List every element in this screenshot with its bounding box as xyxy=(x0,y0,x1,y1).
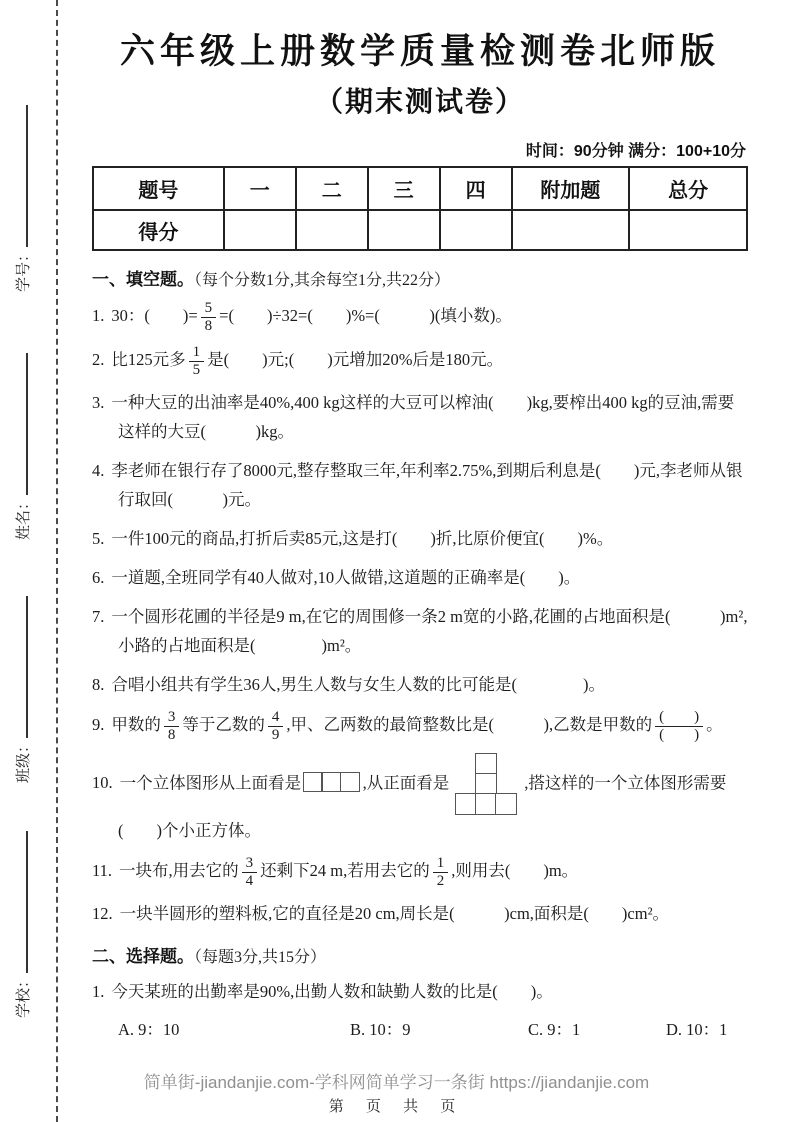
section-label: 一、填空题。 xyxy=(92,270,194,289)
shape-cell xyxy=(455,793,477,815)
fraction-numerator: ( ) xyxy=(659,709,700,725)
exam-info: 时间：90分钟 满分：100+10分 xyxy=(525,143,746,160)
question-text: 30：( )= xyxy=(111,305,198,325)
score-table-body xyxy=(93,167,747,250)
student-number-label: 学号： xyxy=(16,246,32,292)
question-text: ,搭这样的一个立体图形需要 xyxy=(524,773,727,793)
question-number: 9. xyxy=(92,714,105,734)
score-table-cell xyxy=(629,210,747,250)
question-text: 一道题,全班同学有40人做对,10人做错,这道题的正确率是( )。 xyxy=(111,568,581,587)
fraction xyxy=(201,300,217,334)
fraction xyxy=(164,709,180,743)
score-table-header-cell: 三 xyxy=(368,167,440,210)
student-number-blank-line xyxy=(12,105,28,247)
question-text: 今天某班的出勤率是90%,出勤人数和缺勤人数的比是( )。 xyxy=(111,982,553,1001)
fraction xyxy=(242,855,258,889)
question xyxy=(92,563,748,592)
question-number: 12. xyxy=(92,904,113,923)
score-table-header-cell: 题号 xyxy=(93,167,224,210)
fraction xyxy=(433,855,449,889)
question-text: 一块半圆形的塑料板,它的直径是20 cm,周长是( )cm,面积是( )cm²。 xyxy=(119,904,670,923)
fraction xyxy=(268,709,284,743)
section-header xyxy=(92,942,748,967)
question-text: 甲数的 xyxy=(111,714,161,734)
score-table-cell xyxy=(368,210,440,250)
question xyxy=(92,524,748,553)
question-text: 比125元多 xyxy=(111,349,186,369)
fraction-denominator: 4 xyxy=(242,872,258,890)
name-blank-line xyxy=(12,353,28,495)
score-table-header-row xyxy=(93,167,747,210)
score-table-header-cell: 附加题 xyxy=(512,167,630,210)
question xyxy=(92,344,748,378)
question xyxy=(92,709,748,743)
cut-line-dashed xyxy=(56,0,58,1122)
score-table-score-row xyxy=(93,210,747,250)
question xyxy=(92,753,748,845)
question-number: 1. xyxy=(92,982,105,1001)
questions-area xyxy=(92,265,748,1040)
score-table-cell xyxy=(512,210,630,250)
question xyxy=(92,602,748,660)
page-subtitle: （期末测试卷） xyxy=(314,86,525,117)
class-blank-line xyxy=(12,596,28,738)
section-note: （每题3分,共15分） xyxy=(194,949,327,966)
exam-paper xyxy=(92,14,748,1040)
score-table-header-cell: 二 xyxy=(296,167,368,210)
score-table-header-cell: 一 xyxy=(224,167,296,210)
question-text: 。 xyxy=(706,714,723,734)
question-text: ,甲、乙两数的最简整数比是( ),乙数是甲数的 xyxy=(286,714,653,734)
fraction xyxy=(655,709,703,743)
school-label: 学校： xyxy=(16,972,32,1018)
fraction-denominator: 8 xyxy=(164,726,180,744)
question-number: 1. xyxy=(92,305,105,325)
shape-cell xyxy=(475,773,497,795)
score-table-header-cell: 四 xyxy=(440,167,512,210)
question-number: 10. xyxy=(92,773,113,793)
question-text: 等于乙数的 xyxy=(182,714,265,734)
fraction-numerator: 1 xyxy=(192,344,201,360)
question-number: 4. xyxy=(92,461,105,480)
score-table xyxy=(92,166,748,251)
name-label: 姓名： xyxy=(16,494,32,540)
fraction-denominator: 9 xyxy=(268,726,284,744)
shape-cell xyxy=(495,793,517,815)
option: C. 9：1 xyxy=(528,1020,581,1039)
margin-field-name xyxy=(12,325,36,540)
question xyxy=(92,456,748,514)
margin-field-class xyxy=(12,568,36,783)
question-text: ( )个小正方体。 xyxy=(118,821,261,840)
question-text: ,从正面看是 xyxy=(362,773,450,793)
score-table-header-cell: 总分 xyxy=(629,167,747,210)
option: B. 10：9 xyxy=(350,1020,411,1039)
footer-page-number: 第 页 共 页 xyxy=(328,1098,465,1115)
fraction-denominator: 2 xyxy=(433,872,449,890)
score-table-cell: 得分 xyxy=(93,210,224,250)
question-text: 一种大豆的出油率是40%,400 kg这样的大豆可以榨油( )kg,要榨出400 kg的豆油,需要这样的大豆( )kg。 xyxy=(111,393,735,441)
options-row xyxy=(118,1016,748,1040)
class-label: 班级： xyxy=(16,737,32,783)
question xyxy=(92,899,748,928)
question xyxy=(92,977,748,1006)
question-text: 一个圆形花圃的半径是9 m,在它的周围修一条2 m宽的小路,花圃的占地面积是( )m²,小路的占地面积是( )m²。 xyxy=(111,607,748,655)
question-text: 李老师在银行存了8000元,整存整取三年,年利率2.75%,到期后利息是( )元,李老师从银行取回( )元。 xyxy=(111,461,743,509)
fraction-numerator: 3 xyxy=(245,855,254,871)
section-label: 二、选择题。 xyxy=(92,947,194,966)
question-text: 是( )元;( )元增加20%后是180元。 xyxy=(207,349,504,369)
question-text: ,则用去( )m。 xyxy=(451,860,579,880)
shape-cell xyxy=(475,793,497,815)
footer-url: 简单街-jiandanjie.com-学科网简单学习一条街 https://jiandanjie.com xyxy=(143,1073,650,1092)
section-header xyxy=(92,265,748,290)
fraction-denominator: ( ) xyxy=(655,726,703,744)
shape-cell xyxy=(475,753,497,775)
question-number: 7. xyxy=(92,607,105,626)
question-text: 合唱小组共有学生36人,男生人数与女生人数的比可能是( )。 xyxy=(111,675,605,694)
fraction-numerator: 5 xyxy=(204,300,213,316)
question xyxy=(92,855,748,889)
school-blank-line xyxy=(12,831,28,973)
margin-field-student-number xyxy=(12,77,36,292)
question-number: 8. xyxy=(92,675,105,694)
shape-cell xyxy=(340,772,360,792)
question-number: 5. xyxy=(92,529,105,548)
page-title: 六年级上册数学质量检测卷北师版 xyxy=(119,32,720,71)
option: A. 9：10 xyxy=(118,1020,180,1039)
question xyxy=(92,388,748,446)
question-number: 3. xyxy=(92,393,105,412)
question-text: 一件100元的商品,打折后卖85元,这是打( )折,比原价便宜( )%。 xyxy=(111,529,614,548)
question-number: 11. xyxy=(92,860,113,880)
shape-cell xyxy=(303,772,323,792)
question-number: 6. xyxy=(92,568,105,587)
fraction-denominator: 8 xyxy=(201,317,217,335)
fraction-numerator: 3 xyxy=(167,709,176,725)
top-view-shape xyxy=(304,772,360,792)
question-text: 还剩下24 m,若用去它的 xyxy=(260,860,430,880)
fraction-numerator: 4 xyxy=(271,709,280,725)
question-number: 2. xyxy=(92,349,105,369)
question-text: =( )÷32=( )%=( )(填小数)。 xyxy=(219,305,512,325)
section-note: （每个分数1分,其余每空1分,共22分） xyxy=(194,272,451,289)
option: D. 10：1 xyxy=(666,1020,728,1039)
fraction-denominator: 5 xyxy=(189,361,205,379)
shape-cell xyxy=(321,772,341,792)
front-view-shape xyxy=(455,753,518,816)
fraction-numerator: 1 xyxy=(436,855,445,871)
question xyxy=(92,300,748,334)
question-text: 一个立体图形从上面看是 xyxy=(119,773,302,793)
question xyxy=(92,670,748,699)
score-table-cell xyxy=(224,210,296,250)
score-table-cell xyxy=(296,210,368,250)
score-table-cell xyxy=(440,210,512,250)
margin-field-school xyxy=(12,803,36,1018)
question-text: 一块布,用去它的 xyxy=(119,860,239,880)
fraction xyxy=(189,344,205,378)
